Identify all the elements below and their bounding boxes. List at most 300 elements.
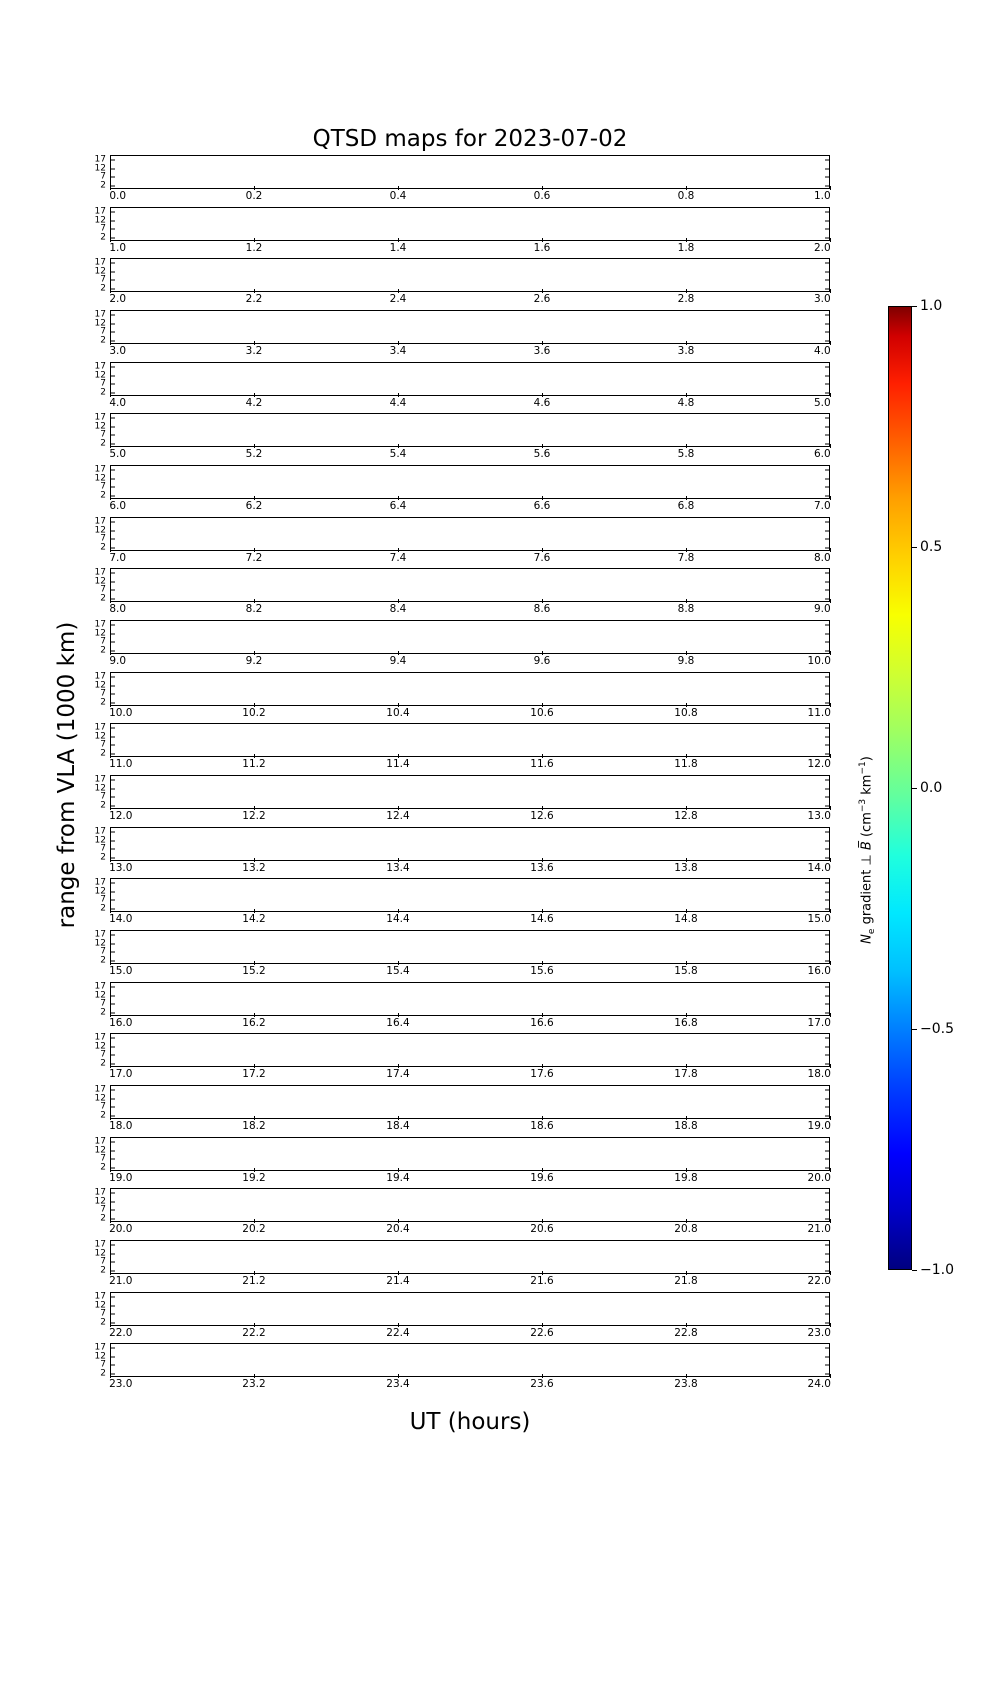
y-tick-mark bbox=[111, 581, 115, 582]
y-tick-mark bbox=[111, 443, 115, 444]
y-tick-mark bbox=[825, 185, 829, 186]
y-tick-label: 2 bbox=[100, 542, 106, 553]
y-tick-mark bbox=[825, 426, 829, 427]
x-tick-label: 23.2 bbox=[242, 1378, 266, 1390]
panel-15[interactable] bbox=[94, 929, 830, 966]
y-tick-mark bbox=[111, 367, 115, 368]
x-tick-label: 19.2 bbox=[242, 1172, 266, 1184]
y-tick-label: 17 bbox=[94, 1136, 106, 1147]
x-tick-label: 21.0 bbox=[109, 1275, 133, 1287]
x-tick-group-0 bbox=[110, 190, 830, 204]
x-tick-label: 4.2 bbox=[245, 397, 263, 409]
y-tick-label: 17 bbox=[94, 567, 106, 578]
y-tick-label: 12 bbox=[94, 1041, 106, 1052]
x-tick-label: 14.0 bbox=[807, 862, 831, 874]
y-tick-label: 17 bbox=[94, 671, 106, 682]
y-tick-mark bbox=[111, 633, 115, 634]
panel-8[interactable] bbox=[94, 567, 830, 604]
y-tick-mark bbox=[111, 539, 115, 540]
x-tick-label: 20.4 bbox=[386, 1223, 410, 1235]
x-tick-label: 22.0 bbox=[807, 1275, 831, 1287]
y-tick-mark bbox=[825, 263, 829, 264]
y-tick-label: 17 bbox=[94, 1239, 106, 1250]
panel-18[interactable] bbox=[94, 1084, 830, 1121]
y-tick-mark bbox=[111, 1218, 115, 1219]
y-tick-mark bbox=[111, 160, 115, 161]
y-tick-mark bbox=[111, 1297, 115, 1298]
y-tick-label: 17 bbox=[94, 981, 106, 992]
y-tick-mark bbox=[825, 728, 829, 729]
y-tick-mark bbox=[111, 392, 115, 393]
y-tick-mark bbox=[825, 1098, 829, 1099]
y-tick-mark bbox=[825, 797, 829, 798]
x-tick-label: 8.4 bbox=[389, 603, 407, 615]
colorbar-tick-label: 0.0 bbox=[920, 780, 943, 796]
x-tick-label: 13.8 bbox=[674, 862, 698, 874]
x-tick-label: 5.0 bbox=[813, 397, 831, 409]
x-tick-group-4 bbox=[110, 397, 830, 411]
y-tick-mark bbox=[825, 470, 829, 471]
x-tick-label: 17.0 bbox=[109, 1068, 133, 1080]
panel-19[interactable] bbox=[94, 1136, 830, 1173]
panel-13[interactable] bbox=[94, 826, 830, 863]
y-tick-label: 2 bbox=[100, 852, 106, 863]
y-tick-label: 17 bbox=[94, 464, 106, 475]
x-tick-label: 1.0 bbox=[813, 190, 831, 202]
y-tick-mark bbox=[825, 315, 829, 316]
x-tick-label: 8.2 bbox=[245, 603, 263, 615]
y-tick-mark bbox=[825, 1245, 829, 1246]
y-tick-mark bbox=[825, 883, 829, 884]
y-tick-mark bbox=[825, 1356, 829, 1357]
x-tick-group-22 bbox=[110, 1327, 830, 1341]
x-tick-label: 7.4 bbox=[389, 552, 407, 564]
y-tick-mark bbox=[825, 1150, 829, 1151]
y-tick-mark bbox=[825, 1046, 829, 1047]
x-tick-label: 9.0 bbox=[109, 655, 127, 667]
y-tick-label: 12 bbox=[94, 628, 106, 639]
y-tick-mark bbox=[111, 840, 115, 841]
y-tick-label: 12 bbox=[94, 835, 106, 846]
y-tick-mark bbox=[825, 736, 829, 737]
x-tick-label: 14.0 bbox=[109, 913, 133, 925]
x-tick-label: 4.4 bbox=[389, 397, 407, 409]
y-tick-label: 12 bbox=[94, 473, 106, 484]
x-tick-label: 20.2 bbox=[242, 1223, 266, 1235]
y-tick-mark bbox=[825, 443, 829, 444]
panel-14[interactable] bbox=[94, 877, 830, 914]
x-tick-label: 19.8 bbox=[674, 1172, 698, 1184]
panel-0[interactable] bbox=[94, 154, 830, 191]
y-tick-mark bbox=[111, 229, 115, 230]
x-tick-group-16 bbox=[110, 1017, 830, 1031]
x-tick-label: 19.4 bbox=[386, 1172, 410, 1184]
y-tick-label: 2 bbox=[100, 232, 106, 243]
y-tick-label: 17 bbox=[94, 826, 106, 837]
x-tick-group-10 bbox=[110, 707, 830, 721]
x-tick-label: 17.8 bbox=[674, 1068, 698, 1080]
y-tick-mark bbox=[825, 1348, 829, 1349]
y-tick-mark bbox=[825, 1038, 829, 1039]
x-tick-label: 0.0 bbox=[109, 190, 127, 202]
x-tick-label: 1.6 bbox=[533, 242, 551, 254]
y-tick-mark bbox=[825, 539, 829, 540]
x-tick-label: 23.6 bbox=[530, 1378, 554, 1390]
y-tick-mark bbox=[111, 280, 115, 281]
y-tick-mark bbox=[111, 642, 115, 643]
y-tick-mark bbox=[825, 935, 829, 936]
colorbar-tick-mark bbox=[912, 1029, 917, 1030]
y-tick-mark bbox=[825, 332, 829, 333]
y-tick-mark bbox=[111, 753, 115, 754]
x-tick-label: 6.6 bbox=[533, 500, 551, 512]
x-tick-label: 22.8 bbox=[674, 1327, 698, 1339]
x-tick-label: 8.8 bbox=[677, 603, 695, 615]
panel-3[interactable] bbox=[94, 309, 830, 346]
y-tick-mark bbox=[825, 392, 829, 393]
y-tick-label: 7 bbox=[100, 688, 106, 699]
y-tick-label: 2 bbox=[100, 387, 106, 398]
y-tick-mark bbox=[825, 1012, 829, 1013]
x-tick-group-13 bbox=[110, 862, 830, 876]
x-tick-label: 8.0 bbox=[813, 552, 831, 564]
y-tick-mark bbox=[111, 745, 115, 746]
panel-5[interactable] bbox=[94, 412, 830, 449]
panel-12[interactable] bbox=[94, 774, 830, 811]
y-tick-label: 7 bbox=[100, 223, 106, 234]
y-tick-mark bbox=[111, 1167, 115, 1168]
y-tick-mark bbox=[111, 1150, 115, 1151]
x-tick-group-18 bbox=[110, 1120, 830, 1134]
x-tick-label: 0.6 bbox=[533, 190, 551, 202]
y-tick-label: 17 bbox=[94, 154, 106, 165]
x-tick-label: 17.4 bbox=[386, 1068, 410, 1080]
y-tick-mark bbox=[825, 573, 829, 574]
colorbar-gradient bbox=[888, 306, 912, 1270]
x-tick-label: 23.8 bbox=[674, 1378, 698, 1390]
y-tick-mark bbox=[825, 340, 829, 341]
panel-1[interactable] bbox=[94, 206, 830, 243]
x-tick-label: 16.0 bbox=[807, 965, 831, 977]
panel-17[interactable] bbox=[94, 1032, 830, 1069]
x-tick-group-6 bbox=[110, 500, 830, 514]
y-tick-label: 17 bbox=[94, 877, 106, 888]
x-tick-label: 23.0 bbox=[109, 1378, 133, 1390]
y-tick-mark bbox=[111, 1142, 115, 1143]
x-tick-label: 8.6 bbox=[533, 603, 551, 615]
y-tick-label: 12 bbox=[94, 1248, 106, 1259]
y-tick-label: 12 bbox=[94, 266, 106, 277]
y-tick-label: 7 bbox=[100, 1153, 106, 1164]
x-tick-label: 5.4 bbox=[389, 448, 407, 460]
panel-9[interactable] bbox=[94, 619, 830, 656]
x-tick-label: 2.2 bbox=[245, 293, 263, 305]
y-tick-mark bbox=[111, 849, 115, 850]
y-tick-mark bbox=[111, 900, 115, 901]
y-tick-label: 17 bbox=[94, 619, 106, 630]
y-tick-mark bbox=[111, 522, 115, 523]
x-tick-label: 5.6 bbox=[533, 448, 551, 460]
x-tick-label: 16.6 bbox=[530, 1017, 554, 1029]
x-tick-label: 18.2 bbox=[242, 1120, 266, 1132]
y-tick-label: 2 bbox=[100, 1368, 106, 1379]
y-tick-mark bbox=[825, 323, 829, 324]
y-tick-mark bbox=[825, 1159, 829, 1160]
x-tick-label: 15.6 bbox=[530, 965, 554, 977]
y-tick-mark bbox=[825, 1218, 829, 1219]
x-tick-label: 21.6 bbox=[530, 1275, 554, 1287]
y-tick-mark bbox=[111, 883, 115, 884]
panel-22[interactable] bbox=[94, 1291, 830, 1328]
y-tick-label: 17 bbox=[94, 1291, 106, 1302]
y-tick-mark bbox=[111, 237, 115, 238]
x-tick-label: 2.8 bbox=[677, 293, 695, 305]
y-tick-label: 2 bbox=[100, 697, 106, 708]
x-axis-label: UT (hours) bbox=[409, 1409, 531, 1435]
y-tick-mark bbox=[111, 375, 115, 376]
x-tick-label: 10.6 bbox=[530, 707, 554, 719]
x-tick-label: 5.0 bbox=[109, 448, 127, 460]
panel-16[interactable] bbox=[94, 981, 830, 1018]
y-tick-label: 7 bbox=[100, 533, 106, 544]
y-tick-mark bbox=[111, 418, 115, 419]
x-tick-label: 22.0 bbox=[109, 1327, 133, 1339]
x-tick-label: 11.2 bbox=[242, 758, 266, 770]
x-tick-label: 21.8 bbox=[674, 1275, 698, 1287]
x-tick-label: 16.4 bbox=[386, 1017, 410, 1029]
x-tick-label: 13.0 bbox=[109, 862, 133, 874]
y-tick-label: 2 bbox=[100, 800, 106, 811]
y-tick-label: 17 bbox=[94, 1187, 106, 1198]
x-tick-label: 20.6 bbox=[530, 1223, 554, 1235]
y-tick-label: 2 bbox=[100, 645, 106, 656]
x-tick-label: 3.6 bbox=[533, 345, 551, 357]
panel-4[interactable] bbox=[94, 361, 830, 398]
x-tick-label: 12.4 bbox=[386, 810, 410, 822]
y-tick-mark bbox=[111, 212, 115, 213]
y-tick-mark bbox=[825, 280, 829, 281]
y-tick-label: 12 bbox=[94, 731, 106, 742]
y-axis-label: range from VLA (1000 km) bbox=[54, 621, 80, 929]
x-tick-label: 14.8 bbox=[674, 913, 698, 925]
x-tick-label: 10.0 bbox=[807, 655, 831, 667]
x-tick-label: 17.2 bbox=[242, 1068, 266, 1080]
colorbar bbox=[888, 298, 954, 1278]
x-tick-label: 15.4 bbox=[386, 965, 410, 977]
y-tick-mark bbox=[111, 1012, 115, 1013]
y-tick-mark bbox=[825, 1270, 829, 1271]
y-tick-mark bbox=[111, 935, 115, 936]
y-tick-mark bbox=[825, 160, 829, 161]
panel-23[interactable] bbox=[94, 1342, 830, 1379]
y-tick-label: 7 bbox=[100, 584, 106, 595]
y-tick-label: 17 bbox=[94, 1342, 106, 1353]
x-tick-label: 19.0 bbox=[807, 1120, 831, 1132]
y-tick-mark bbox=[825, 694, 829, 695]
y-tick-label: 17 bbox=[94, 361, 106, 372]
x-tick-label: 22.2 bbox=[242, 1327, 266, 1339]
y-tick-label: 12 bbox=[94, 886, 106, 897]
y-tick-label: 2 bbox=[100, 490, 106, 501]
y-tick-mark bbox=[111, 1210, 115, 1211]
y-tick-mark bbox=[111, 547, 115, 548]
y-tick-label: 2 bbox=[100, 593, 106, 604]
y-tick-label: 17 bbox=[94, 774, 106, 785]
y-tick-mark bbox=[111, 943, 115, 944]
panel-2[interactable] bbox=[94, 257, 830, 294]
y-tick-mark bbox=[825, 581, 829, 582]
x-tick-label: 1.2 bbox=[245, 242, 263, 254]
y-tick-label: 12 bbox=[94, 576, 106, 587]
y-tick-mark bbox=[111, 288, 115, 289]
x-tick-label: 4.8 bbox=[677, 397, 695, 409]
x-tick-label: 13.4 bbox=[386, 862, 410, 874]
x-tick-label: 6.0 bbox=[109, 500, 127, 512]
y-tick-mark bbox=[825, 220, 829, 221]
y-tick-mark bbox=[825, 1063, 829, 1064]
y-tick-label: 12 bbox=[94, 783, 106, 794]
x-tick-label: 21.4 bbox=[386, 1275, 410, 1287]
y-tick-mark bbox=[825, 1201, 829, 1202]
x-tick-group-1 bbox=[110, 242, 830, 256]
x-tick-label: 3.2 bbox=[245, 345, 263, 357]
x-tick-group-11 bbox=[110, 758, 830, 772]
y-tick-label: 12 bbox=[94, 421, 106, 432]
y-tick-label: 17 bbox=[94, 929, 106, 940]
x-tick-label: 18.0 bbox=[807, 1068, 831, 1080]
y-tick-mark bbox=[825, 1193, 829, 1194]
y-tick-label: 12 bbox=[94, 525, 106, 536]
y-tick-label: 7 bbox=[100, 429, 106, 440]
y-tick-mark bbox=[825, 212, 829, 213]
y-tick-mark bbox=[825, 780, 829, 781]
y-tick-label: 17 bbox=[94, 412, 106, 423]
y-tick-mark bbox=[825, 952, 829, 953]
y-tick-mark bbox=[825, 168, 829, 169]
x-tick-label: 4.0 bbox=[109, 397, 127, 409]
y-tick-mark bbox=[825, 1107, 829, 1108]
y-tick-mark bbox=[111, 1373, 115, 1374]
page-title: QTSD maps for 2023-07-02 bbox=[312, 126, 628, 152]
x-tick-label: 4.6 bbox=[533, 397, 551, 409]
y-tick-mark bbox=[825, 908, 829, 909]
x-tick-label: 10.4 bbox=[386, 707, 410, 719]
y-tick-label: 2 bbox=[100, 180, 106, 191]
y-tick-mark bbox=[111, 271, 115, 272]
x-tick-label: 22.4 bbox=[386, 1327, 410, 1339]
x-tick-label: 10.0 bbox=[109, 707, 133, 719]
x-tick-label: 0.4 bbox=[389, 190, 407, 202]
x-tick-label: 6.8 bbox=[677, 500, 695, 512]
x-tick-label: 2.6 bbox=[533, 293, 551, 305]
x-tick-label: 23.0 bbox=[807, 1327, 831, 1339]
y-tick-mark bbox=[825, 271, 829, 272]
y-tick-mark bbox=[111, 384, 115, 385]
y-tick-mark bbox=[111, 1055, 115, 1056]
y-tick-mark bbox=[111, 332, 115, 333]
x-tick-label: 11.8 bbox=[674, 758, 698, 770]
y-tick-label: 7 bbox=[100, 1359, 106, 1370]
y-tick-label: 2 bbox=[100, 438, 106, 449]
y-tick-label: 7 bbox=[100, 791, 106, 802]
y-tick-mark bbox=[825, 1305, 829, 1306]
y-tick-label: 7 bbox=[100, 998, 106, 1009]
x-tick-label: 7.8 bbox=[677, 552, 695, 564]
y-tick-mark bbox=[825, 418, 829, 419]
y-tick-mark bbox=[825, 1365, 829, 1366]
y-tick-mark bbox=[111, 995, 115, 996]
y-tick-mark bbox=[825, 788, 829, 789]
y-tick-mark bbox=[111, 832, 115, 833]
y-tick-mark bbox=[825, 849, 829, 850]
panel-20[interactable] bbox=[94, 1187, 830, 1224]
y-tick-mark bbox=[825, 375, 829, 376]
y-tick-mark bbox=[111, 315, 115, 316]
y-tick-label: 7 bbox=[100, 481, 106, 492]
x-tick-label: 2.4 bbox=[389, 293, 407, 305]
x-tick-label: 18.4 bbox=[386, 1120, 410, 1132]
y-tick-label: 2 bbox=[100, 283, 106, 294]
y-tick-mark bbox=[111, 702, 115, 703]
y-tick-mark bbox=[825, 288, 829, 289]
x-tick-label: 2.0 bbox=[813, 242, 831, 254]
y-tick-mark bbox=[111, 728, 115, 729]
x-tick-label: 11.4 bbox=[386, 758, 410, 770]
y-tick-mark bbox=[111, 1253, 115, 1254]
x-tick-group-2 bbox=[110, 293, 830, 307]
y-tick-mark bbox=[825, 229, 829, 230]
y-tick-mark bbox=[825, 522, 829, 523]
y-tick-mark bbox=[825, 642, 829, 643]
x-tick-group-20 bbox=[110, 1223, 830, 1237]
panel-10[interactable] bbox=[94, 671, 830, 708]
y-tick-label: 12 bbox=[94, 1145, 106, 1156]
y-tick-label: 7 bbox=[100, 739, 106, 750]
y-tick-mark bbox=[111, 1159, 115, 1160]
x-tick-label: 9.6 bbox=[533, 655, 551, 667]
y-tick-label: 7 bbox=[100, 1204, 106, 1215]
y-tick-label: 7 bbox=[100, 1101, 106, 1112]
y-tick-mark bbox=[111, 1270, 115, 1271]
y-tick-label: 2 bbox=[100, 1110, 106, 1121]
y-tick-mark bbox=[111, 1356, 115, 1357]
panel-6[interactable] bbox=[94, 464, 830, 501]
y-tick-mark bbox=[825, 590, 829, 591]
y-tick-mark bbox=[111, 1046, 115, 1047]
panel-21[interactable] bbox=[94, 1239, 830, 1276]
panel-7[interactable] bbox=[94, 516, 830, 553]
y-tick-mark bbox=[825, 1115, 829, 1116]
panel-11[interactable] bbox=[94, 722, 830, 759]
x-tick-label: 21.2 bbox=[242, 1275, 266, 1287]
x-tick-label: 0.8 bbox=[677, 190, 695, 202]
y-tick-mark bbox=[111, 1063, 115, 1064]
x-tick-label: 12.0 bbox=[807, 758, 831, 770]
x-tick-label: 11.0 bbox=[109, 758, 133, 770]
x-tick-label: 8.0 bbox=[109, 603, 127, 615]
y-tick-mark bbox=[111, 1245, 115, 1246]
y-tick-mark bbox=[825, 943, 829, 944]
x-tick-label: 20.0 bbox=[109, 1223, 133, 1235]
y-tick-mark bbox=[111, 625, 115, 626]
y-tick-label: 12 bbox=[94, 370, 106, 381]
y-tick-mark bbox=[825, 384, 829, 385]
x-tick-group-19 bbox=[110, 1172, 830, 1186]
colorbar-tick-label: −1.0 bbox=[920, 1262, 954, 1278]
x-tick-label: 3.4 bbox=[389, 345, 407, 357]
y-tick-mark bbox=[825, 530, 829, 531]
x-tick-label: 18.6 bbox=[530, 1120, 554, 1132]
